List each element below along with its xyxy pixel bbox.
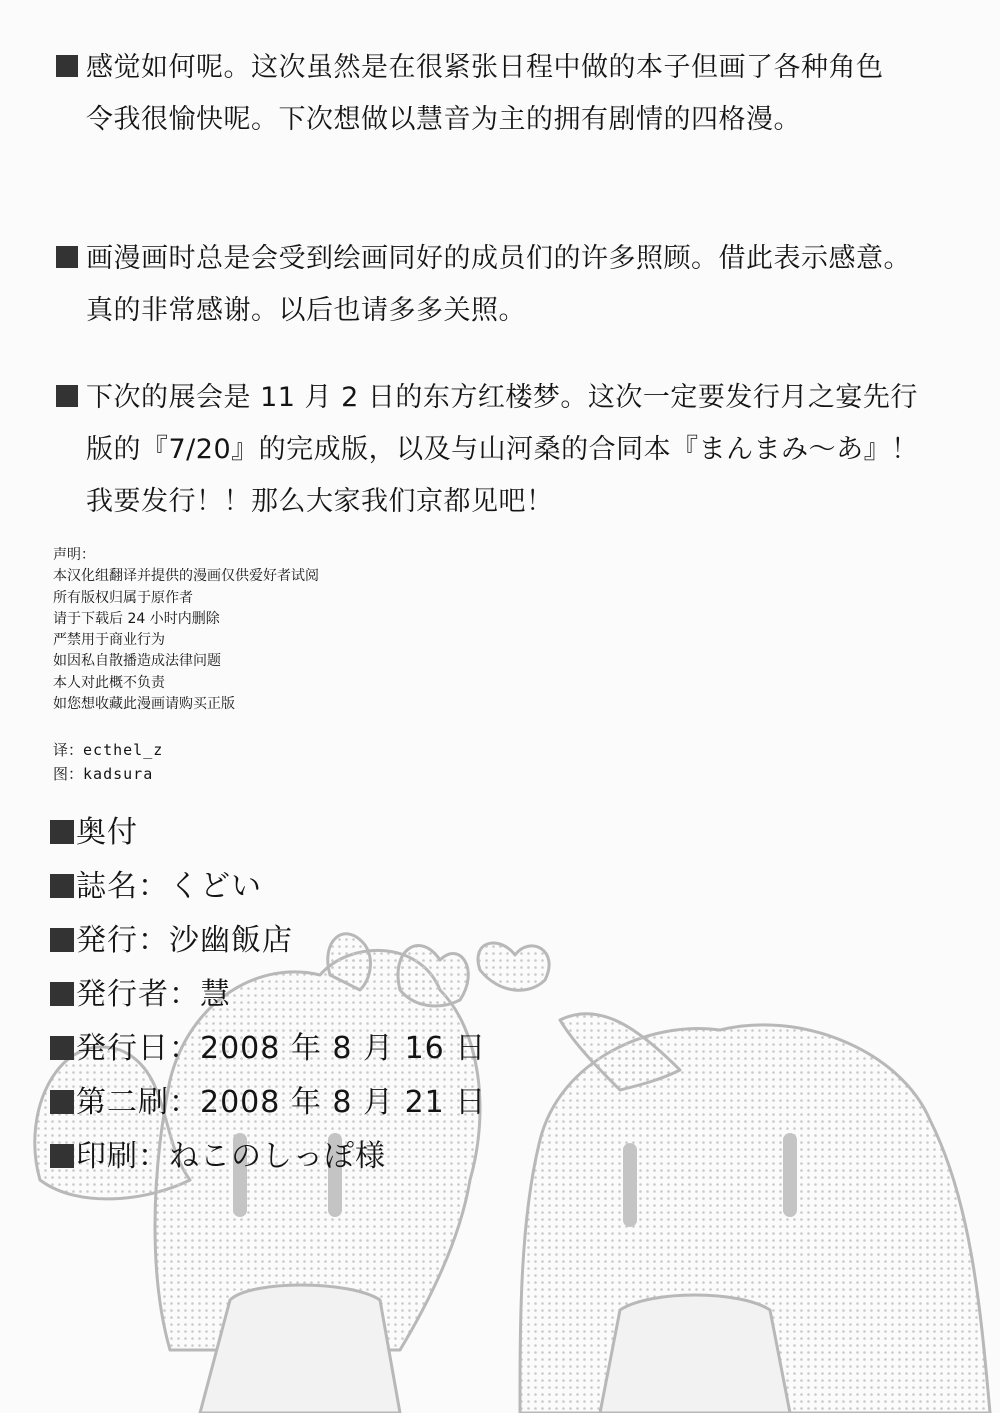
image-editor-name: kadsura [83,765,154,783]
colophon-heading: 奥付 [50,806,486,860]
bullet-square-icon [56,246,78,268]
right-character-butterfly [478,943,549,990]
image-editor-label: 图： [53,765,84,783]
bullet-square-icon [50,1090,74,1114]
colophon-publisher-row: 発行：沙幽飯店 [50,914,486,968]
colophon-date-row: 発行日：2008 年 8 月 16 日 [50,1022,486,1076]
disclaimer-line: 所有版权归属于原作者 [53,589,193,606]
paragraph-line: 我要发行！！那么大家我们京都见吧！ [86,486,554,517]
colophon-author-row: 発行者：慧 [50,968,486,1022]
translator-name: ecthel_z [83,741,164,759]
afterword-paragraph-3 [56,372,936,528]
disclaimer-line: 如因私自散播造成法律问题 [53,653,221,670]
colophon-printer-row: 印刷：ねこのしっぽ様 [50,1130,486,1184]
bullet-square-icon [50,1036,74,1060]
paragraph-line: 令我很愉快呢。下次想做以慧音为主的拥有剧情的四格漫。 [86,104,801,135]
disclaimer-line: 本汉化组翻译并提供的漫画仅供爱好者试阅 [53,568,319,585]
right-character-body [600,1295,790,1413]
disclaimer-line: 请于下载后 24 小时内删除 [53,610,220,627]
bullet-square-icon [50,820,74,844]
afterword-paragraph-2 [56,233,936,337]
paragraph-line: 版的『7/20』的完成版，以及与山河桑的合同本『まんまみ～あ』！ [86,434,919,465]
bullet-square-icon [50,928,74,952]
disclaimer-title: 声明： [53,547,95,563]
bullet-square-icon [56,385,78,407]
paragraph-line: 下次的展会是 11 月 2 日的东方红楼梦。这次一定要发行月之宴先行 [86,382,918,413]
disclaimer-line: 严禁用于商业行为 [53,632,165,649]
disclaimer-line: 本人对此概不负责 [53,674,165,691]
paragraph-line: 画漫画时总是会受到绘画同好的成员们的许多照顾。借此表示感意。 [86,243,911,274]
scanlation-credits [53,738,163,786]
left-character-body [200,1285,400,1413]
colophon-second-print-row: 第二刷：2008 年 8 月 21 日 [50,1076,486,1130]
colophon [50,806,486,1184]
afterword-paragraph-1 [56,42,936,146]
bullet-square-icon [50,1144,74,1168]
paragraph-line: 真的非常感谢。以后也请多多关照。 [86,295,526,326]
disclaimer-line: 如您想收藏此漫画请购买正版 [53,696,235,713]
bullet-square-icon [50,874,74,898]
bullet-square-icon [56,55,78,77]
translator-label: 译： [53,741,84,759]
bullet-square-icon [50,982,74,1006]
colophon-title-row: 誌名：くどい [50,860,486,914]
paragraph-line: 感觉如何呢。这次虽然是在很紧张日程中做的本子但画了各种角色 [86,52,884,83]
scanlation-disclaimer [53,545,653,715]
